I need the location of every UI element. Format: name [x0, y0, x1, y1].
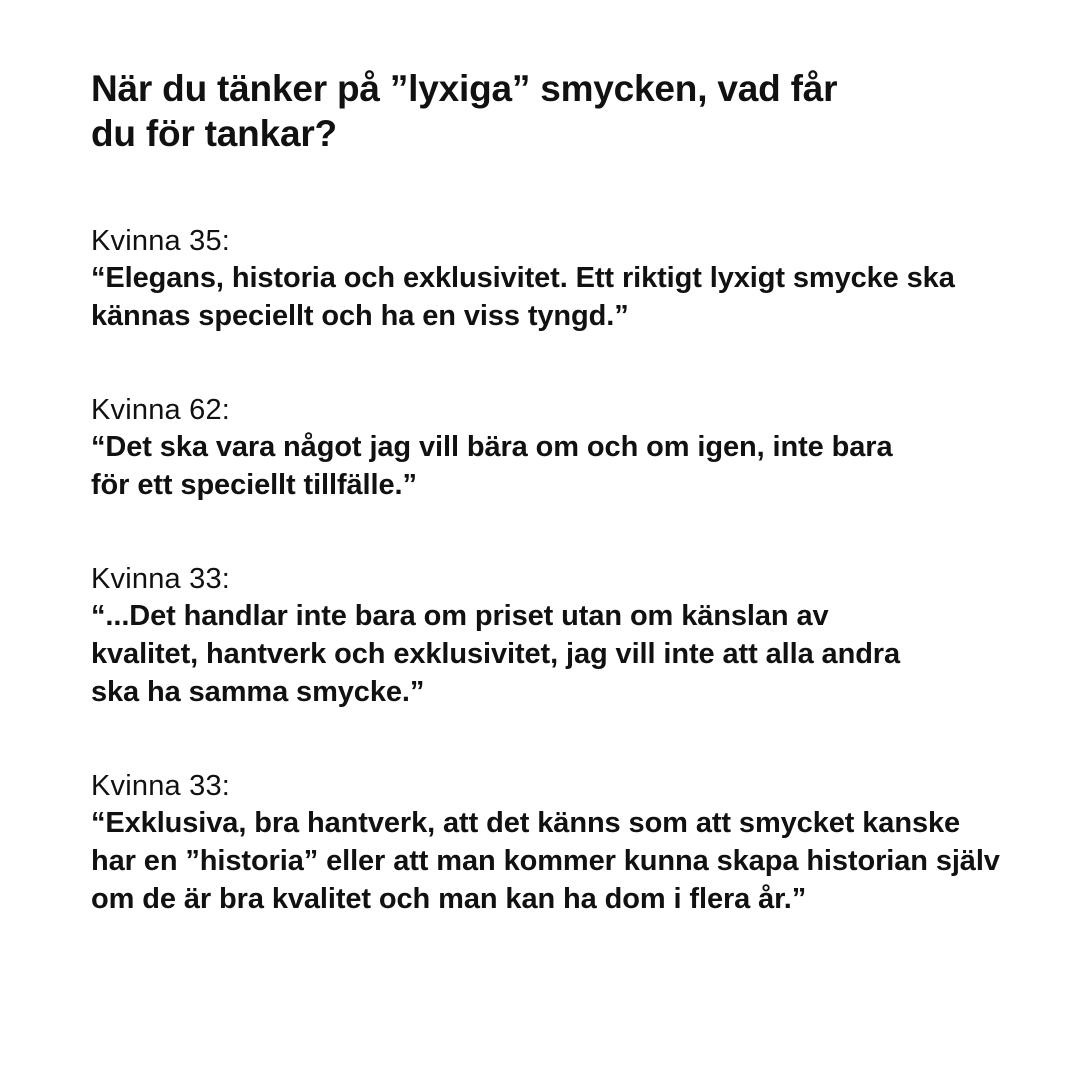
quote-text: “Exklusiva, bra hantverk, att det känns som att smycket kanske har en ”historia” eller att man kommer kunna skapa historian själv om de är bra kvalitet och man kan ha dom i flera år.”	[91, 807, 1000, 915]
quote-text: “Det ska vara något jag vill bära om och om igen, inte bara för ett speciellt tillfälle.”	[91, 431, 893, 501]
quote-block	[91, 561, 1011, 711]
quote-block	[91, 223, 1011, 335]
quote-block	[91, 768, 1011, 918]
page-title: När du tänker på ”lyxiga” smycken, vad får du för tankar?	[91, 68, 838, 154]
content-area	[91, 66, 1031, 918]
speaker-label: Kvinna 33:	[91, 563, 231, 595]
quote-text: “...Det handlar inte bara om priset utan om känslan av kvalitet, hantverk och exklusivitet, jag vill inte att alla andra ska ha samma smycke.”	[91, 600, 901, 708]
quote-text: “Elegans, historia och exklusivitet. Ett riktigt lyxigt smycke ska kännas speciellt och ha en viss tyngd.”	[91, 262, 955, 332]
speaker-label: Kvinna 35:	[91, 225, 231, 257]
speaker-label: Kvinna 33:	[91, 770, 231, 802]
quote-block	[91, 392, 1011, 504]
speaker-label: Kvinna 62:	[91, 394, 231, 426]
